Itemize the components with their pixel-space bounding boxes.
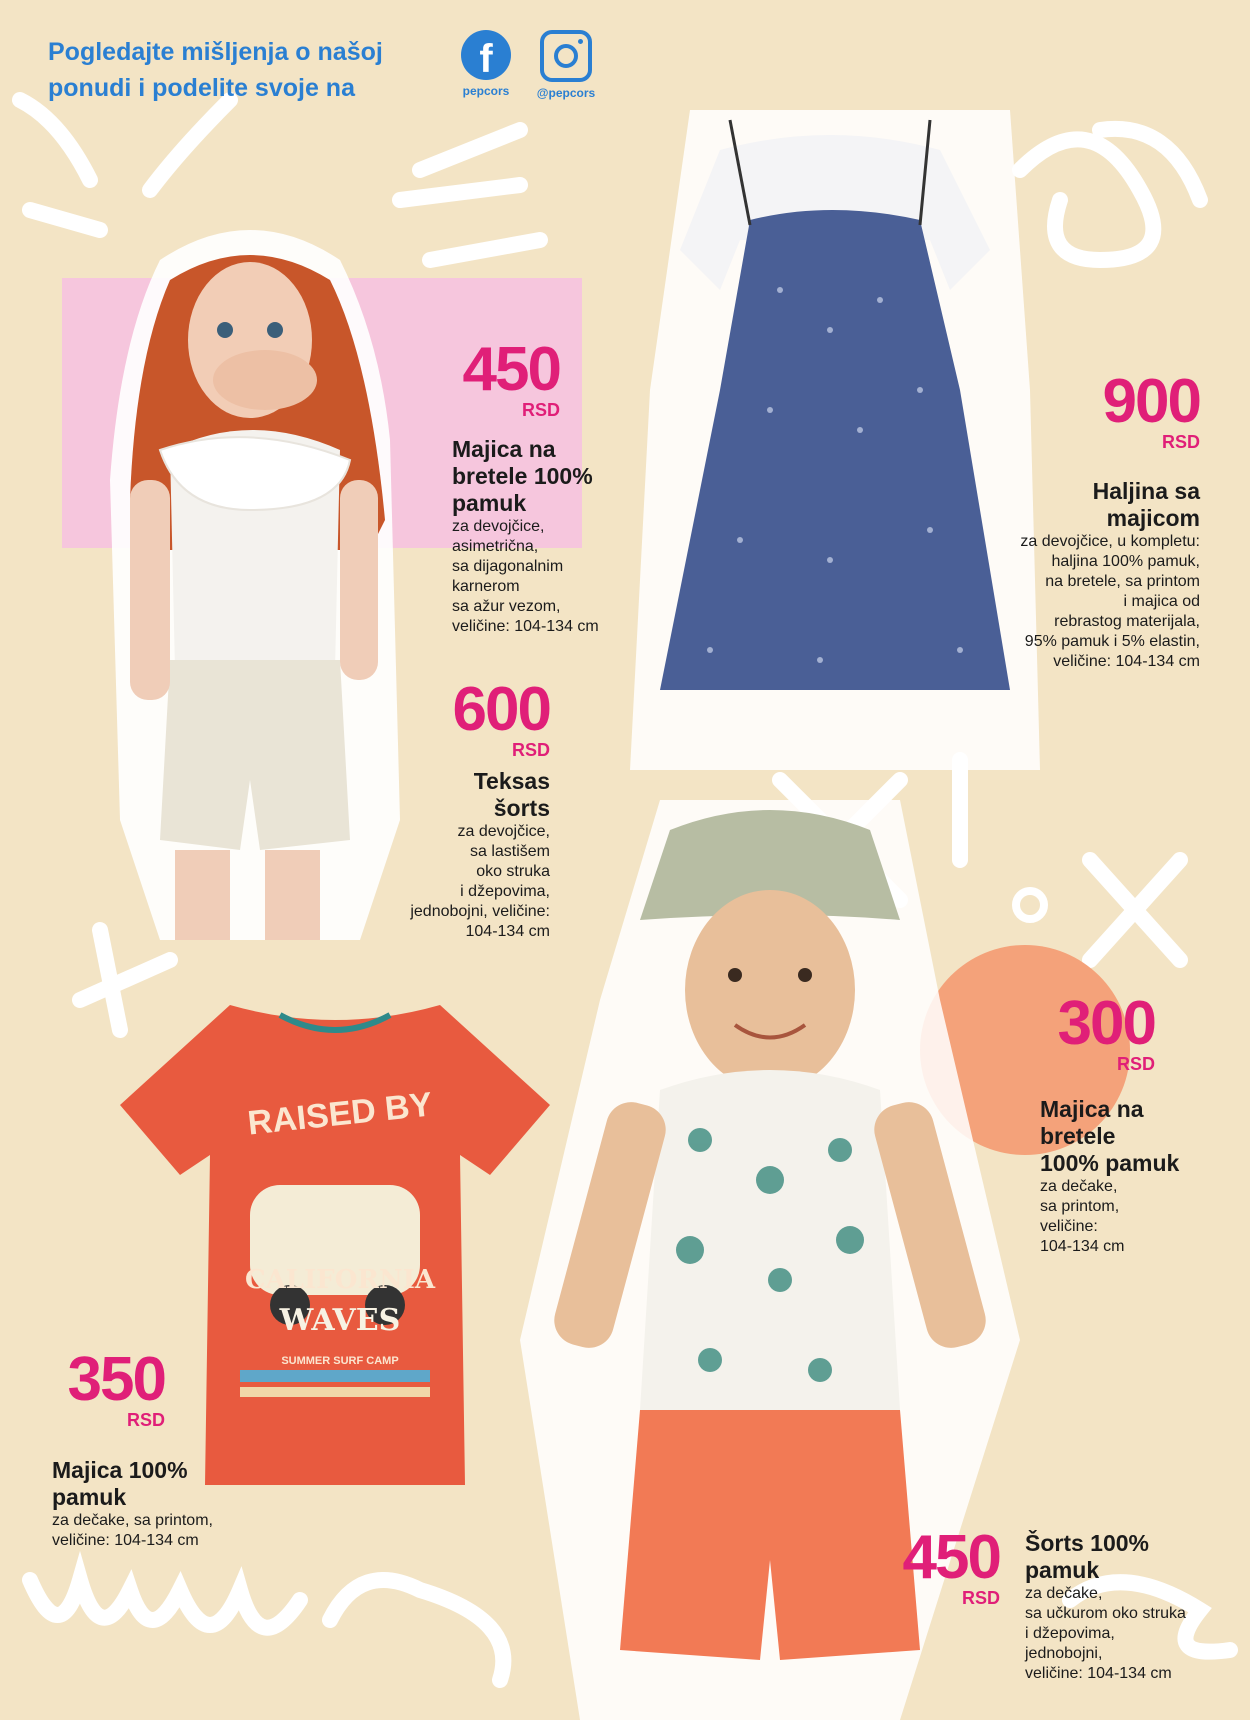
price: 450 [902, 1523, 1000, 1592]
product-title: Majica na bretele 100% pamuk [452, 436, 593, 516]
product-desc-5: 95% pamuk i 5% elastin, [1024, 633, 1200, 650]
instagram-handle: @pepcors [536, 86, 596, 100]
product-desc-2: sa dijagonalnim [452, 558, 564, 575]
product-desc-3: karnerom [452, 578, 520, 595]
product-desc-0: za devojčice, u kompletu: [1020, 533, 1200, 550]
product-desc-4: rebrastog materijala, [1054, 613, 1200, 630]
facebook-icon: f [461, 30, 511, 80]
facebook-handle: pepcors [462, 84, 510, 98]
product-desc-4: jednobojni, veličine: [410, 903, 550, 920]
facebook-link[interactable] [446, 30, 526, 98]
product-desc-3: 104-134 cm [1040, 1238, 1125, 1255]
currency: RSD [126, 1410, 165, 1430]
currency: RSD [511, 740, 550, 760]
product-desc-1: sa učkurom oko struka [1025, 1605, 1186, 1622]
product-desc-1: asimetrična, [452, 538, 539, 555]
product-desc-2: i džepovima, [1025, 1625, 1115, 1642]
currency: RSD [521, 400, 560, 420]
instagram-icon [540, 30, 592, 82]
product-title: Majica na bretele 100% pamuk [1040, 1096, 1180, 1176]
tshirt-print-waves: WAVES [279, 1303, 401, 1338]
product-desc-5: 104-134 cm [465, 923, 550, 940]
product-tshirt-info [52, 1457, 282, 1551]
instagram-link[interactable] [526, 30, 606, 100]
product-boy-shorts-info [1025, 1530, 1235, 1684]
currency: RSD [1116, 1054, 1155, 1074]
price: 350 [67, 1345, 165, 1414]
product-desc-1: sa printom, [1040, 1198, 1120, 1215]
currency: RSD [961, 1588, 1000, 1608]
dress-photo [630, 90, 1040, 770]
product-desc-3: i majica od [1123, 593, 1200, 610]
price: 600 [452, 675, 550, 744]
product-boy-tank [1020, 989, 1155, 1075]
product-desc-0: za dečake, sa printom, [52, 1512, 213, 1529]
product-title: Haljina sa majicom [1092, 478, 1200, 531]
product-tshirt [40, 1345, 165, 1431]
product-desc-3: jednobojni, [1025, 1645, 1103, 1662]
price: 300 [1057, 989, 1155, 1058]
product-desc-1: sa lastišem [469, 843, 550, 860]
product-desc-0: za devojčice, [452, 518, 545, 535]
product-boy-shorts [870, 1523, 1000, 1609]
product-boy-tank-info [1040, 1096, 1190, 1257]
tshirt-print-surf-camp: SUMMER SURF CAMP [281, 1355, 399, 1367]
product-desc-3: i džepovima, [460, 883, 550, 900]
product-desc-0: za devojčice, [457, 823, 550, 840]
product-desc-4: sa ažur vezom, [452, 598, 561, 615]
product-desc-0: za dečake, [1025, 1585, 1103, 1602]
product-desc-4: veličine: 104-134 cm [1025, 1665, 1172, 1682]
price: 900 [1102, 367, 1200, 436]
tshirt-print-raised-by: RAISED BY [245, 1085, 434, 1143]
product-desc-2: veličine: [1040, 1218, 1098, 1235]
product-title: Teksas šorts [473, 768, 550, 821]
currency: RSD [1161, 432, 1200, 452]
product-desc-1: haljina 100% pamuk, [1051, 553, 1200, 570]
product-denim-shorts [420, 675, 550, 761]
product-dress-info [980, 478, 1200, 672]
tshirt-photo [120, 985, 550, 1495]
product-desc-1: veličine: 104-134 cm [52, 1532, 199, 1549]
price: 450 [462, 335, 560, 404]
product-dress [1050, 367, 1200, 453]
tshirt-print-california: CALIFORNIA [244, 1265, 436, 1295]
product-desc-0: za dečake, [1040, 1178, 1118, 1195]
header-text: Pogledajte mišljenja o našoj ponudi i podelite svoje na [48, 38, 383, 102]
product-denim-shorts-info [360, 768, 550, 942]
product-desc-2: na bretele, sa printom [1045, 573, 1200, 590]
product-desc-5: veličine: 104-134 cm [452, 618, 599, 635]
product-title: Šorts 100% pamuk [1025, 1530, 1150, 1583]
product-girl-top [440, 335, 560, 421]
product-girl-top-info [452, 436, 632, 637]
product-desc-2: oko struka [476, 863, 550, 880]
product-desc-6: veličine: 104-134 cm [1053, 653, 1200, 670]
product-title: Majica 100% pamuk [52, 1457, 188, 1510]
